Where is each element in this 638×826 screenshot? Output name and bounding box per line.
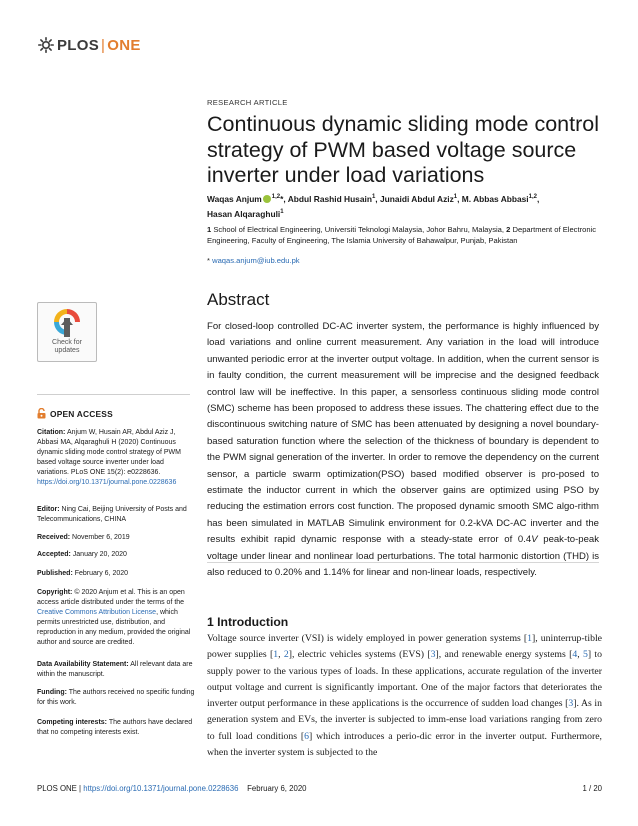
- page-number: 1 / 20: [582, 784, 602, 793]
- reference-link[interactable]: 3: [430, 649, 436, 661]
- reference-link[interactable]: 1: [273, 649, 279, 661]
- email-link[interactable]: waqas.anjum@iub.edu.pk: [212, 256, 300, 265]
- abstract-text: For closed-loop controlled DC-AC inverter system, the performance is highly influenced by load variations and online current measurement. Any variation in the load will introduce unwanted periodic error at the inverter output voltage. In addition, when the current sensor is in faulty condition, the current measurement will be imprecise and the designed feedback control law will be ineffective. In this paper, a sensorless continuous sliding mode control (SMC) scheme has been proposed to address these issues. The chattering effect due to the discontinuous switching nature of SMC has been attenuated by designing a novel boundary-based saturation function where the selection of the thickness of boundary is dependent to the PWM signal generation of the inverter. In order to remove the dependency on the current sensor, a particle swarm optimization(PSO) based modified observer is pro-posed to estimate the inductor current in which the observer gains are optimized using PSO by reducing the estimation errors cost function. The proposed dynamic smooth SMC algo-rithm has been simulated in MATLAB Simulink environment for 0.2-kVA DC-AC inverter and the results exhibit rapid dynamic response with a steady-state error of 0.4V peak-to-peak voltage under linear and nonlinear load perturbations. The total harmonic distortion (THD) is also reduced to 0.20% and 1.14% for linear and non-linear loads, respectively.: [207, 321, 599, 579]
- author-name[interactable]: M. Abbas Abbasi: [459, 193, 529, 204]
- license-link[interactable]: Creative Commons Attribution License: [37, 609, 157, 616]
- open-lock-icon: [37, 408, 46, 419]
- abstract-heading: Abstract: [207, 290, 270, 309]
- reference-link[interactable]: 1: [527, 633, 533, 644]
- competing-interests-block: Competing interests: The authors have declared that no competing interests exist.: [37, 719, 193, 736]
- article-title: Continuous dynamic sliding mode control strategy of PWM based voltage source inverter under load variations: [207, 112, 599, 187]
- check-for-updates-badge[interactable]: [37, 302, 97, 362]
- plos-one-logo[interactable]: [38, 36, 141, 54]
- reference-link[interactable]: 2: [283, 649, 289, 661]
- reference-link[interactable]: 6: [304, 730, 310, 742]
- sidebar-divider: [37, 394, 190, 395]
- page-footer: PLOS ONE | https://doi.org/10.1371/journal.pone.0228636 February 6, 2020 1 / 20: [37, 784, 602, 793]
- editor-block: Editor: Ning Cai, Beijing University of Posts and Telecommunications, CHINA: [37, 506, 187, 523]
- footer-doi-link[interactable]: https://doi.org/10.1371/journal.pone.0228636: [83, 784, 239, 793]
- logo-wordmark: PLOS | ONE: [57, 36, 141, 54]
- footer-journal: PLOS ONE: [37, 784, 77, 793]
- open-access-label: OPEN ACCESS: [37, 408, 197, 419]
- author-list: Waqas Anjum $^{1,2}$*, Abdul Rashid Husain$^1$, Junaidi Abdul Aziz$^1$, M. Abbas Abbasi$^{1,2}$, Hasan Alqaraghuli$^1$: [207, 193, 540, 219]
- plos-sunburst-icon: [38, 37, 54, 53]
- reference-link[interactable]: 4: [572, 649, 578, 661]
- copyright-block: Copyright: © 2020 Anjum et al. This is an open access article distributed under the terms of the Creative Commons Attribution License, which permits unrestricted use, distribution, and reproduction in any medium, provided the original author and source are credited.: [37, 589, 191, 646]
- orcid-icon[interactable]: [263, 195, 271, 203]
- received-date: Received: November 6, 2019: [37, 534, 130, 541]
- citation-doi-link[interactable]: https://doi.org/10.1371/journal.pone.0228636: [37, 479, 177, 486]
- author-name[interactable]: Abdul Rashid Husain: [285, 193, 372, 204]
- section-heading-introduction: 1 Introduction: [207, 615, 289, 629]
- article-type-label: RESEARCH ARTICLE: [207, 98, 288, 107]
- data-availability-block: Data Availability Statement: All relevant data are within the manuscript.: [37, 661, 193, 678]
- author-name[interactable]: Hasan Alqaraghuli: [207, 208, 281, 219]
- citation-block: Citation: Anjum W, Husain AR, Abdul Aziz J, Abbasi MA, Alqaraghuli H (2020) Continuous dynamic sliding mode control strategy of PWM based voltage source inverter under load variations. PLoS ONE 15(2): e0228636. https://doi.org/10.1371/journal.pone.0228636: [37, 429, 181, 486]
- correspondence: * waqas.anjum@iub.edu.pk: [207, 256, 300, 265]
- author-name[interactable]: Waqas Anjum: [207, 193, 262, 204]
- affiliations: 1 School of Electrical Engineering, Universiti Teknologi Malaysia, Johor Bahru, Malaysia, 2 Department of Electronic Engineering, Faculty of Engineering, The Islamia University of Bahawalpur, Punjab, Pakistan: [207, 225, 597, 245]
- check-for-updates-label: Check for updates: [52, 339, 82, 354]
- footer-date: February 6, 2020: [247, 784, 307, 793]
- reference-link[interactable]: 5: [582, 649, 588, 661]
- published-date: Published: February 6, 2020: [37, 570, 129, 577]
- introduction-text: Voltage source inverter (VSI) is widely employed in power generation systems [1], uninterrup-tible power supplies [1, 2], electric vehicles systems (EVS) [3], and renewable energy systems [4, 5] to supply power to the various types of loads. In these applications, accurate regulation of the inverter output voltage and current is significantly important. One of the major factors that deteriorates the inverter output performance in these applications is the occurrence of sudden load changes [3]. As in generation system and EVs, the inverter is subjected to imm-ense load variations ranging from zero to full load conditions [6] which introduces a perio-dic error in the inverter output. Furthermore, when the inverter system is subjected to the: [207, 633, 603, 759]
- funding-block: Funding: The authors received no specific funding for this work.: [37, 689, 195, 706]
- author-name[interactable]: Junaidi Abdul Aziz: [377, 193, 454, 204]
- crossmark-icon: [53, 308, 81, 338]
- section-divider: [207, 562, 599, 563]
- reference-link[interactable]: 3: [568, 698, 574, 710]
- accepted-date: Accepted: January 20, 2020: [37, 551, 127, 558]
